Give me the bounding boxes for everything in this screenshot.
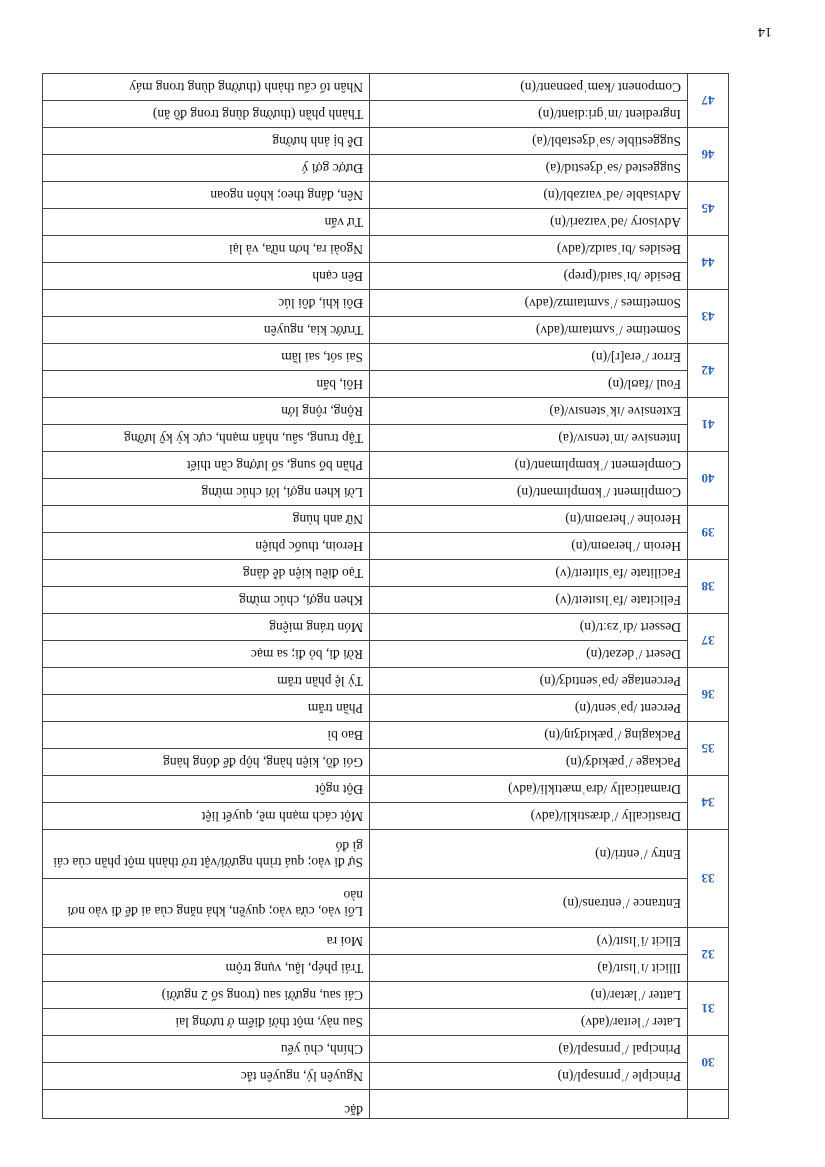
meaning-cell: Tư vấn	[43, 209, 370, 236]
meaning-cell: Sai sót, sai lầm	[43, 344, 370, 371]
table-row	[43, 236, 729, 263]
meaning-cell: Moi ra	[43, 928, 370, 955]
table-row	[43, 614, 729, 641]
table-row	[43, 209, 729, 236]
meaning-cell: Dễ bị ảnh hưởng	[43, 128, 370, 155]
table-row	[43, 776, 729, 803]
word-cell: Ingredient /ɪnˈɡriːdiənt/(n)	[370, 101, 688, 128]
word-cell: Complement /ˈkɒmplɪmənt/(n)	[370, 452, 688, 479]
entry-number: 45	[688, 182, 729, 236]
meaning-cell: Tạo điều kiện dễ dàng	[43, 560, 370, 587]
page-number: 14	[758, 24, 772, 39]
table-row	[43, 155, 729, 182]
word-cell: Entrance /ˈentrəns/(n)	[370, 879, 688, 928]
meaning-cell: Phần bổ sung, số lượng cần thiết	[43, 452, 370, 479]
entry-number: 47	[688, 74, 729, 128]
table-row	[43, 982, 729, 1009]
meaning-cell: Gói đồ, kiện hàng, hộp để đóng hàng	[43, 749, 370, 776]
meaning-cell: Phần trăm	[43, 695, 370, 722]
entry-number: 42	[688, 344, 729, 398]
table-row	[43, 722, 729, 749]
entry-number: 43	[688, 290, 729, 344]
word-cell: Extensive /ɪkˈstensɪv/(a)	[370, 398, 688, 425]
word-cell: Drastically /ˈdræstɪkli/(adv)	[370, 803, 688, 830]
word-cell: Heroin /ˈherəʊɪn/(n)	[370, 533, 688, 560]
word-cell: Elicit /iˈlɪsɪt/(v)	[370, 928, 688, 955]
entry-number: 36	[688, 668, 729, 722]
table-row	[43, 371, 729, 398]
meaning-cell: Khen ngợi, chúc mừng	[43, 587, 370, 614]
table-row	[43, 641, 729, 668]
word-cell: Facilitate /fəˈsɪlɪteɪt/(v)	[370, 560, 688, 587]
table-row	[43, 560, 729, 587]
word-cell: Besides /bɪˈsaɪdz/(adv)	[370, 236, 688, 263]
table-row	[43, 182, 729, 209]
meaning-cell: Trước kia, nguyên	[43, 317, 370, 344]
table-row	[43, 1063, 729, 1090]
continuation-word-cell	[370, 1090, 688, 1119]
meaning-cell: Nhân tố cấu thành (thường dùng trong máy	[43, 74, 370, 101]
meaning-cell: Nguyên lý, nguyên tắc	[43, 1063, 370, 1090]
vocabulary-table-body	[43, 74, 729, 1119]
word-cell: Foul /faʊl/(n)	[370, 371, 688, 398]
word-cell: Principle /ˈprɪnsəpl/(n)	[370, 1063, 688, 1090]
entry-number: 32	[688, 928, 729, 982]
table-row	[43, 879, 729, 928]
meaning-cell: Lối vào, cửa vào; quyền, khả năng của ai để đi vào nơi nào	[43, 879, 370, 928]
meaning-cell: Rộng, rộng lớn	[43, 398, 370, 425]
table-row	[43, 290, 729, 317]
meaning-cell: Tỷ lệ phần trăm	[43, 668, 370, 695]
word-cell: Felicitate /fəˈlɪsɪteɪt/(v)	[370, 587, 688, 614]
continuation-row	[43, 1090, 729, 1119]
meaning-cell: Đôi khi, đôi lúc	[43, 290, 370, 317]
entry-number: 41	[688, 398, 729, 452]
entry-number: 38	[688, 560, 729, 614]
entry-number: 35	[688, 722, 729, 776]
table-row	[43, 749, 729, 776]
table-row	[43, 506, 729, 533]
word-cell: Percentage /pəˈsentɪdʒ/(n)	[370, 668, 688, 695]
entry-number: 31	[688, 982, 729, 1036]
word-cell: Advisory /ədˈvaɪzəri/(n)	[370, 209, 688, 236]
continuation-number-cell	[688, 1090, 729, 1119]
continuation-meaning-cell: đặc	[43, 1090, 370, 1119]
word-cell: Desert /ˈdezət/(n)	[370, 641, 688, 668]
table-row	[43, 128, 729, 155]
word-cell: Compliment /ˈkɒmplɪmənt/(n)	[370, 479, 688, 506]
meaning-cell: Thành phần (thường dùng trong đồ ăn)	[43, 101, 370, 128]
meaning-cell: Đột ngột	[43, 776, 370, 803]
table-row	[43, 452, 729, 479]
word-cell: Suggested /səˈdʒestɪd/(a)	[370, 155, 688, 182]
meaning-cell: Trái phép, lậu, vụng trộm	[43, 955, 370, 982]
table-row	[43, 101, 729, 128]
meaning-cell: Chính, chủ yếu	[43, 1036, 370, 1063]
meaning-cell: Rời đi, bỏ đi; sa mạc	[43, 641, 370, 668]
entry-number: 33	[688, 830, 729, 928]
word-cell: Beside /bɪˈsaɪd/(prep)	[370, 263, 688, 290]
entry-number: 34	[688, 776, 729, 830]
meaning-cell: Bao bì	[43, 722, 370, 749]
word-cell: Principal /ˈprɪnsəpl/(a)	[370, 1036, 688, 1063]
word-cell: Sometime /ˈsʌmtaɪm/(adv)	[370, 317, 688, 344]
word-cell: Dramatically /drəˈmætɪkli/(adv)	[370, 776, 688, 803]
table-row	[43, 344, 729, 371]
word-cell: Sometimes /ˈsʌmtaɪmz/(adv)	[370, 290, 688, 317]
table-row	[43, 317, 729, 344]
table-row	[43, 803, 729, 830]
table-row	[43, 1009, 729, 1036]
word-cell: Heroine /ˈherəʊɪn/(n)	[370, 506, 688, 533]
meaning-cell: Heroin, thuốc phiện	[43, 533, 370, 560]
meaning-cell: Nên, đáng theo; khôn ngoan	[43, 182, 370, 209]
table-row	[43, 398, 729, 425]
table-row	[43, 479, 729, 506]
entry-number: 39	[688, 506, 729, 560]
meaning-cell: Lời khen ngợi, lời chúc mừng	[43, 479, 370, 506]
meaning-cell: Nữ anh hùng	[43, 506, 370, 533]
meaning-cell: Sau này, một thời điểm ở tương lai	[43, 1009, 370, 1036]
word-cell: Intensive /ɪnˈtensɪv/(a)	[370, 425, 688, 452]
word-cell: Percent /pəˈsent/(n)	[370, 695, 688, 722]
word-cell: Advisable /ədˈvaɪzəbl/(n)	[370, 182, 688, 209]
word-cell: Entry /ˈentri/(n)	[370, 830, 688, 879]
table-row	[43, 830, 729, 879]
table-row	[43, 695, 729, 722]
word-cell: Error /ˈerə[r]/(n)	[370, 344, 688, 371]
meaning-cell: Một cách mạnh mẽ, quyết liệt	[43, 803, 370, 830]
meaning-cell: Bên cạnh	[43, 263, 370, 290]
entry-number: 30	[688, 1036, 729, 1090]
vocabulary-table	[42, 73, 729, 1119]
table-row	[43, 425, 729, 452]
table-row	[43, 928, 729, 955]
entry-number: 46	[688, 128, 729, 182]
meaning-cell: Hôi, bẩn	[43, 371, 370, 398]
word-cell: Package /ˈpækɪdʒ/(n)	[370, 749, 688, 776]
entry-number: 37	[688, 614, 729, 668]
meaning-cell: Tập trung, sâu, nhấn mạnh, cực kỳ kỹ lưỡng	[43, 425, 370, 452]
table-row	[43, 263, 729, 290]
word-cell: Component /kəmˈpəʊnənt/(n)	[370, 74, 688, 101]
table-row	[43, 533, 729, 560]
meaning-cell: Được gợi ý	[43, 155, 370, 182]
word-cell: Dessert /dɪˈzɜːt/(n)	[370, 614, 688, 641]
entry-number: 44	[688, 236, 729, 290]
meaning-cell: Cái sau, người sau (trong số 2 người)	[43, 982, 370, 1009]
table-row	[43, 955, 729, 982]
table-row	[43, 74, 729, 101]
table-row	[43, 1036, 729, 1063]
word-cell: Latter /ˈlætər/(n)	[370, 982, 688, 1009]
meaning-cell: Sự đi vào; quá trình người/vật trở thành một phần của cái gì đó	[43, 830, 370, 879]
table-row	[43, 587, 729, 614]
meaning-cell: Ngoài ra, hơn nữa, và lại	[43, 236, 370, 263]
word-cell: Packaging /ˈpækɪdʒɪŋ/(n)	[370, 722, 688, 749]
word-cell: Later /ˈleɪtər/(adv)	[370, 1009, 688, 1036]
word-cell: Illicit /ɪˈlɪsɪt/(a)	[370, 955, 688, 982]
meaning-cell: Món tráng miệng	[43, 614, 370, 641]
table-row	[43, 668, 729, 695]
entry-number: 40	[688, 452, 729, 506]
word-cell: Suggestible /səˈdʒestəbl/(a)	[370, 128, 688, 155]
